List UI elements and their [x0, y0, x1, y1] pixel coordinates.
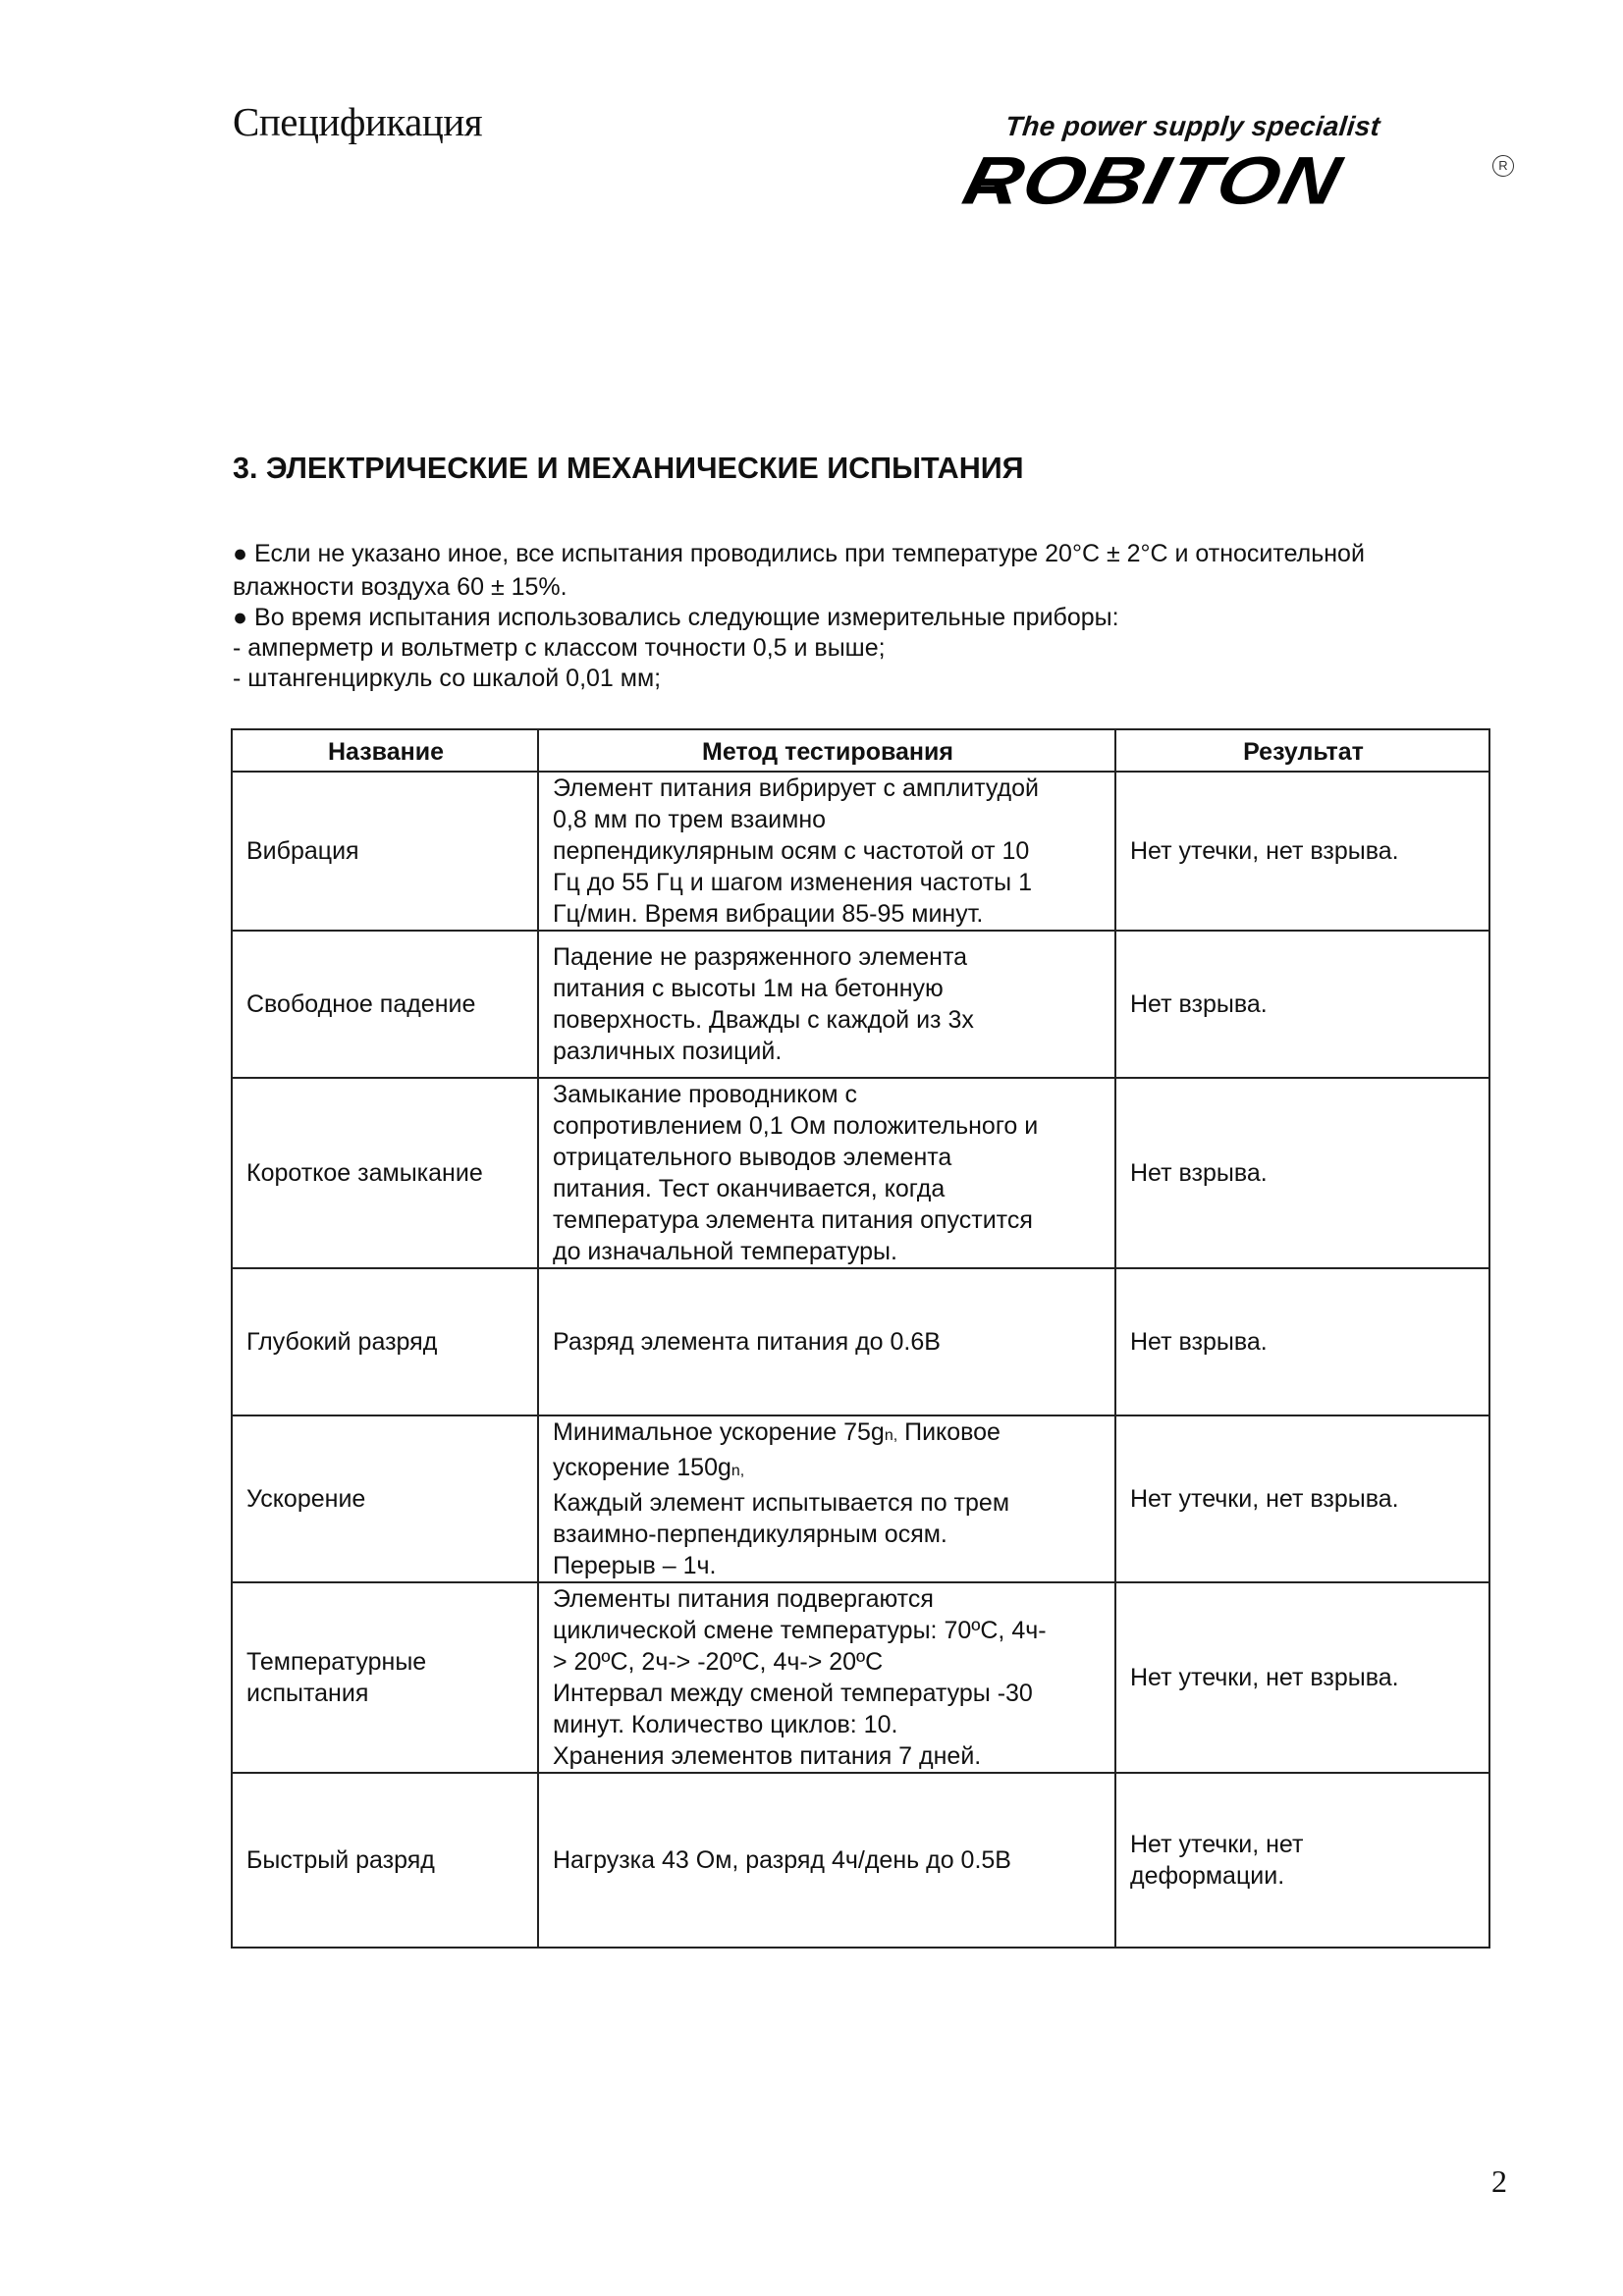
result-line: деформации.: [1130, 1862, 1285, 1890]
intro-line: - штангенциркуль со шкалой 0,01 мм;: [233, 665, 662, 692]
method-line: питания с высоты 1м на бетонную: [553, 975, 944, 1002]
registered-trademark-icon: R: [1492, 155, 1514, 177]
test-name: Свободное падение: [232, 931, 538, 1078]
intro-line: влажности воздуха 60 ± 15%.: [233, 573, 568, 601]
method-line: температура элемента питания опустится: [553, 1206, 1033, 1234]
method-line: Нагрузка 43 Ом, разряд 4ч/день до 0.5В: [553, 1846, 1011, 1874]
test-result: Нет утечки, нет взрыва.: [1115, 1582, 1489, 1773]
test-result: Нет взрыва.: [1115, 931, 1489, 1078]
test-result: Нет утечки, нет взрыва.: [1115, 1415, 1489, 1582]
table-row: [232, 1078, 1489, 1268]
method-text: Пиковое: [897, 1418, 1001, 1446]
name-line: испытания: [246, 1680, 369, 1707]
section-heading: 3. ЭЛЕКТРИЧЕСКИЕ И МЕХАНИЧЕСКИЕ ИСПЫТАНИЯ: [233, 452, 1024, 485]
test-method: [538, 1415, 1115, 1582]
method-line: Хранения элементов питания 7 дней.: [553, 1742, 982, 1770]
method-line: Элементы питания подвергаются: [553, 1585, 934, 1613]
test-method: [538, 931, 1115, 1078]
method-line: минут. Количество циклов: 10.: [553, 1711, 898, 1738]
method-line: различных позиций.: [553, 1038, 783, 1065]
method-text: ускорение 150g: [553, 1454, 731, 1481]
table-row: [232, 1415, 1489, 1582]
method-line: 0,8 мм по трем взаимно: [553, 806, 827, 833]
method-line: Гц/мин. Время вибрации 85-95 минут.: [553, 900, 984, 928]
method-line: циклической смене температуры: 70ºC, 4ч-: [553, 1617, 1047, 1644]
column-header-method: Метод тестирования: [538, 729, 1115, 772]
table-row: [232, 1582, 1489, 1773]
intro-line: ● Если не указано иное, все испытания проводились при температуре 20°C ± 2°C и относительной: [233, 540, 1365, 567]
logo-tagline: The power supply specialist: [1003, 111, 1382, 141]
column-header-name: Название: [232, 729, 538, 772]
method-line: [553, 1416, 1103, 1452]
method-line: Разряд элемента питания до 0.6В: [553, 1328, 941, 1356]
method-line: отрицательного выводов элемента: [553, 1144, 952, 1171]
method-line: перпендикулярным осям с частотой от 10: [553, 837, 1030, 865]
method-line: питания. Тест оканчивается, когда: [553, 1175, 946, 1202]
test-result: Нет взрыва.: [1115, 1078, 1489, 1268]
method-line: до изначальной температуры.: [553, 1238, 897, 1265]
table-row: [232, 931, 1489, 1078]
method-line: Падение не разряженного элемента: [553, 943, 968, 971]
test-name: [232, 1582, 538, 1773]
intro-line: - амперметр и вольтметр с классом точности 0,5 и выше;: [233, 634, 886, 662]
test-method: [538, 1582, 1115, 1773]
method-line: > 20ºC, 2ч-> -20ºC, 4ч-> 20ºC: [553, 1648, 884, 1676]
test-name: Ускорение: [232, 1415, 538, 1582]
test-name: Короткое замыкание: [232, 1078, 538, 1268]
method-text: Минимальное ускорение 75g: [553, 1418, 885, 1446]
intro-paragraph: [233, 536, 1509, 694]
test-name: Быстрый разряд: [232, 1773, 538, 1948]
table-row: [232, 1773, 1489, 1948]
test-method: [538, 1268, 1115, 1415]
method-line: Каждый элемент испытывается по трем: [553, 1489, 1010, 1517]
intro-line: ● Во время испытания использовались следующие измерительные приборы:: [233, 604, 1119, 631]
test-method: [538, 1078, 1115, 1268]
method-line: Интервал между сменой температуры -30: [553, 1680, 1033, 1707]
test-name: Вибрация: [232, 772, 538, 931]
test-name: Глубокий разряд: [232, 1268, 538, 1415]
method-line: Замыкание проводником с: [553, 1081, 857, 1108]
test-method: [538, 1773, 1115, 1948]
method-line: сопротивлением 0,1 Ом положительного и: [553, 1112, 1039, 1140]
test-result: Нет утечки, нет взрыва.: [1115, 772, 1489, 931]
tests-table: [231, 728, 1490, 1949]
page-number: 2: [1491, 2163, 1507, 2199]
robiton-logo: [956, 110, 1524, 228]
method-line: поверхность. Дважды с каждой из 3х: [553, 1006, 974, 1034]
name-line: Температурные: [246, 1648, 427, 1676]
table-header-row: [232, 729, 1489, 772]
method-line: Элемент питания вибрирует с амплитудой: [553, 774, 1039, 802]
result-line: Нет утечки, нет: [1130, 1831, 1304, 1858]
test-result: [1115, 1773, 1489, 1948]
test-result: Нет взрыва.: [1115, 1268, 1489, 1415]
logo-brand-name: ROBITON: [956, 142, 1350, 219]
test-method: [538, 772, 1115, 931]
method-line: взаимно-перпендикулярным осям.: [553, 1521, 947, 1548]
unit-subscript: n,: [730, 1463, 745, 1479]
document-title: Спецификация: [233, 99, 483, 144]
unit-subscript: n,: [884, 1427, 898, 1444]
table-row: [232, 772, 1489, 931]
method-line: [553, 1452, 1103, 1487]
table-row: [232, 1268, 1489, 1415]
column-header-result: Результат: [1115, 729, 1489, 772]
method-line: Гц до 55 Гц и шагом изменения частоты 1: [553, 869, 1032, 896]
method-line: Перерыв – 1ч.: [553, 1552, 717, 1579]
